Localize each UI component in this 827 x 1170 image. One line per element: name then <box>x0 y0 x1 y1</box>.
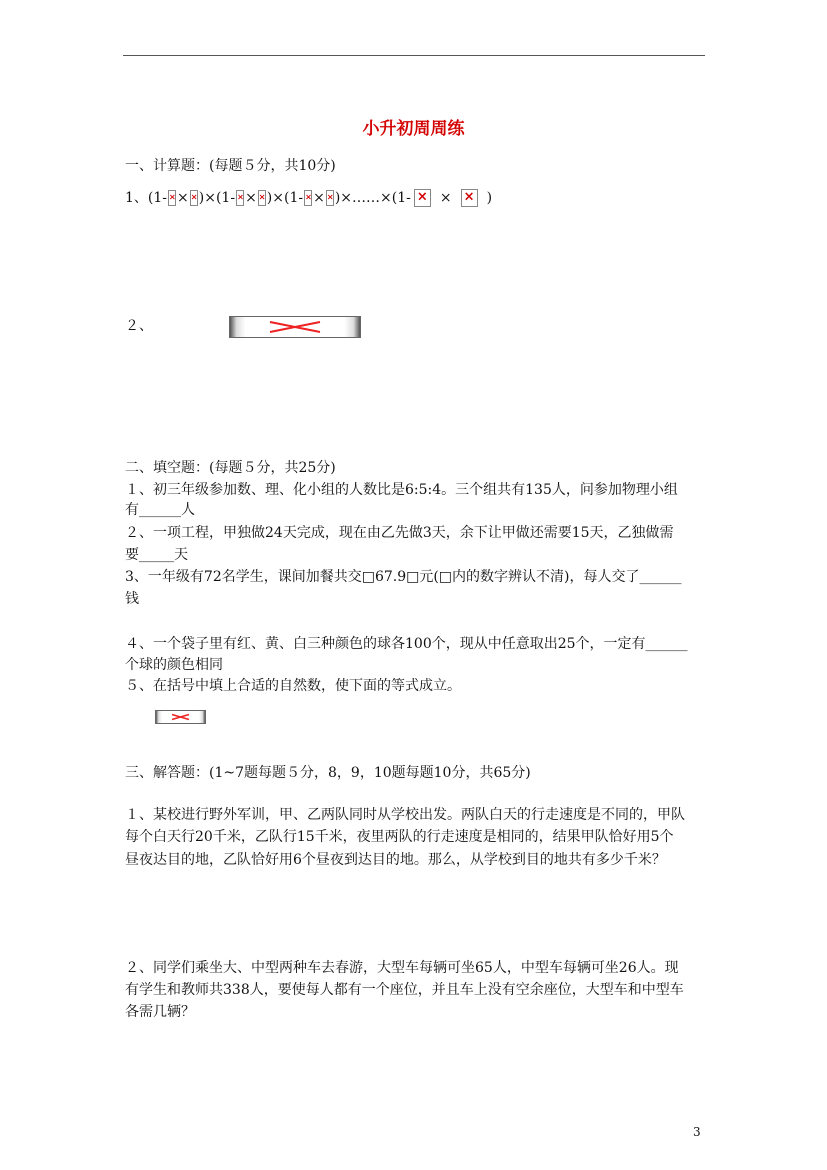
q1-part: (1- <box>147 190 168 206</box>
section2-line: 个球的颜色相同 <box>125 657 223 673</box>
q1-part: × <box>245 190 257 206</box>
broken-image-icon <box>168 190 176 206</box>
section3-q1-line: １、某校进行野外军训，甲、乙两队同时从学校出发。两队白天的行走速度是不同的，甲队 <box>125 807 685 823</box>
q1-part: )×……×(1- <box>334 190 411 206</box>
broken-image-icon <box>304 190 312 206</box>
section3-q1-line: 昼夜达目的地，乙队恰好用6个昼夜到达目的地。那么，从学校到目的地共有多少千米？ <box>125 852 666 868</box>
section2-line: １、初三年级参加数、理、化小组的人数比是6:5:4。三个组共有135人，问参加物理小组 <box>125 482 678 498</box>
header-rule <box>123 55 705 56</box>
section3-q2-line: 各需几辆？ <box>125 1004 195 1020</box>
section3-q2-line: ２、同学们乘坐大、中型两种车去春游，大型车每辆可坐65人，中型车每辆可坐26人。现 <box>125 960 679 976</box>
section3-heading: 三、解答题：(1~7题每题５分，8，9，10题每题10分，共65分) <box>125 765 531 781</box>
q1-part: )×(1- <box>266 190 304 206</box>
broken-image-icon <box>190 190 198 206</box>
broken-image-icon <box>414 189 431 207</box>
section1-heading: 一、计算题：(每题５分，共10分) <box>125 158 336 174</box>
formula-image-placeholder <box>229 316 361 338</box>
section2-heading: 二、填空题：(每题５分，共25分) <box>125 460 336 476</box>
q1-number: 1、 <box>125 190 148 206</box>
q1-part: × <box>177 190 189 206</box>
section2-line: 要_____天 <box>125 547 188 563</box>
broken-image-icon <box>236 190 244 206</box>
section2-line: ４、一个袋子里有红、黄、白三种颜色的球各100个，现从中任意取出25个，一定有______ <box>125 636 688 652</box>
section2-line: ５、在括号中填上合适的自然数，使下面的等式成立。 <box>125 678 461 694</box>
q1-part: ) <box>486 190 493 206</box>
page-number: 3 <box>693 1125 701 1139</box>
q1-part: × <box>313 190 325 206</box>
broken-image-icon <box>258 190 266 206</box>
broken-image-icon <box>461 189 478 207</box>
equation-image-placeholder <box>155 710 206 724</box>
section3-q2-line: 有学生和教师共338人，要使每人都有一个座位，并且车上没有空余座位，大型车和中型车 <box>125 982 684 998</box>
section2-line: 钱 <box>125 591 139 607</box>
section1-question1 <box>125 188 492 208</box>
section3-q1-line: 每个白天行20千米，乙队行15千米，夜里两队的行走速度是相同的，结果甲队恰好用5个 <box>125 829 674 845</box>
broken-image-icon <box>230 317 360 337</box>
section2-line: 有______人 <box>125 502 195 518</box>
section1-question2-number: ２、 <box>125 318 153 334</box>
broken-image-icon <box>326 190 334 206</box>
q1-part: )×(1- <box>198 190 236 206</box>
broken-image-icon <box>156 711 205 723</box>
section2-line: 3、一年级有72名学生，课间加餐共交□67.9□元(□内的数字辨认不清)，每人交了______ <box>125 569 682 585</box>
q1-part: × <box>439 190 452 206</box>
page-title: 小升初周周练 <box>362 119 465 139</box>
section2-line: ２、一项工程，甲独做24天完成，现在由乙先做3天，余下让甲做还需要15天，乙独做需 <box>125 525 674 541</box>
